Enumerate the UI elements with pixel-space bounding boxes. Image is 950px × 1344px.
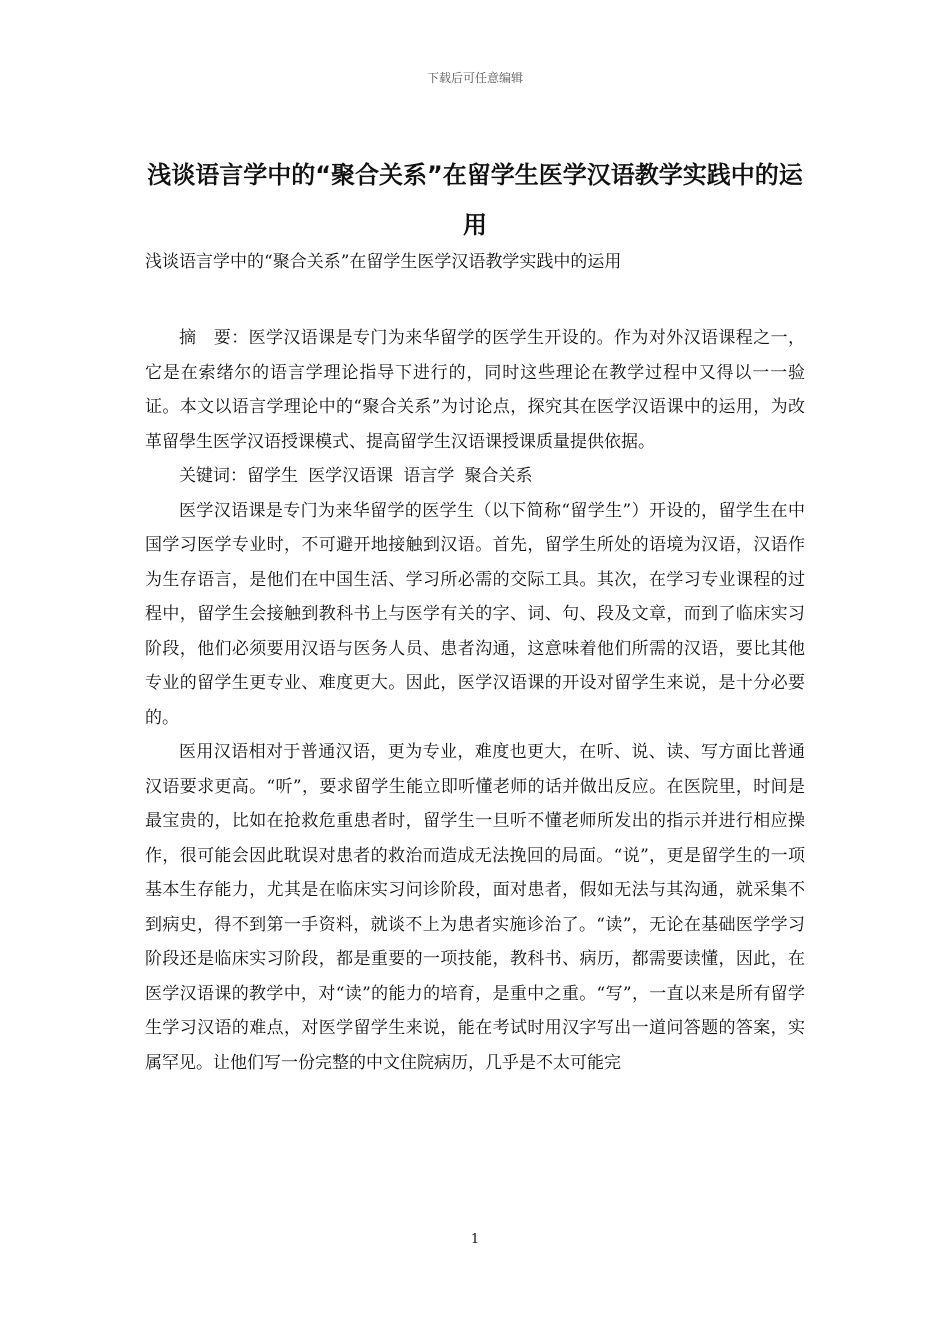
keywords-label: 关键词：: [179, 466, 247, 486]
keywords-line: [145, 459, 805, 494]
header-note: 下载后可任意编辑: [426, 71, 523, 85]
abstract-paragraph: 摘 要：医学汉语课是专门为来华留学的医学生开设的。作为对外汉语课程之一，它是在索绪尔的语言学理论指导下进行的，同时这些理论在教学过程中又得以一一验证。本文以语言学理论中的“聚合关系”为讨论点，探究其在医学汉语课中的运用，为改革留學生医学汉语授课模式、提高留学生汉语课授课质量提供依据。: [145, 328, 805, 452]
document-title: 浅谈语言学中的“聚合关系”在留学生医学汉语教学实践中的运用: [147, 161, 803, 239]
page-number: 1: [470, 1232, 480, 1247]
keyword: 语言学: [403, 466, 455, 486]
keyword: 聚合关系: [464, 466, 533, 486]
document-body: [145, 321, 805, 1080]
document-subtitle: 浅谈语言学中的“聚合关系”在留学生医学汉语教学实践中的运用: [145, 252, 622, 272]
body-paragraph: 医用汉语相对于普通汉语，更为专业，难度也更大，在听、说、读、写方面比普通汉语要求更高。“听”，要求留学生能立即听懂老师的话并做出反应。在医院里，时间是最宝贵的，比如在抢救危重患者时，留学生一旦听不懂老师所发出的指示并进行相应操作，很可能会因此耽误对患者的救治而造成无法挽回的局面。“说”，更是留学生的一项基本生存能力，尤其是在临床实习问诊阶段，面对患者，假如无法与其沟通，就采集不到病史，得不到第一手资料，就谈不上为患者实施诊治了。“读”，无论在基础医学学习阶段还是临床实习阶段，都是重要的一项技能，教科书、病历，都需要读懂，因此，在医学汉语课的教学中，对“读”的能力的培育，是重中之重。“写”，一直以来是所有留学生学习汉语的难点，对医学留学生来说，能在考试时用汉字写出一道问答题的答案，实属罕见。让他们写一份完整的中文住院病历，几乎是不太可能完: [145, 742, 805, 1073]
keyword: 医学汉语课: [308, 466, 394, 486]
body-paragraph: 医学汉语课是专门为来华留学的医学生（以下简称“留学生”）开设的，留学生在中国学习医学专业时，不可避开地接触到汉语。首先，留学生所处的语境为汉语，汉语作为生存语言，是他们在中国生活、学习所必需的交际工具。其次，在学习专业课程的过程中，留学生会接触到教科书上与医学有关的字、词、句、段及文章，而到了临床实习阶段，他们必须要用汉语与医务人员、患者沟通，这意味着他们所需的汉语，要比其他专业的留学生更专业、难度更大。因此，医学汉语课的开设对留学生来说，是十分必要的。: [145, 500, 805, 728]
keyword: 留学生: [247, 466, 298, 486]
